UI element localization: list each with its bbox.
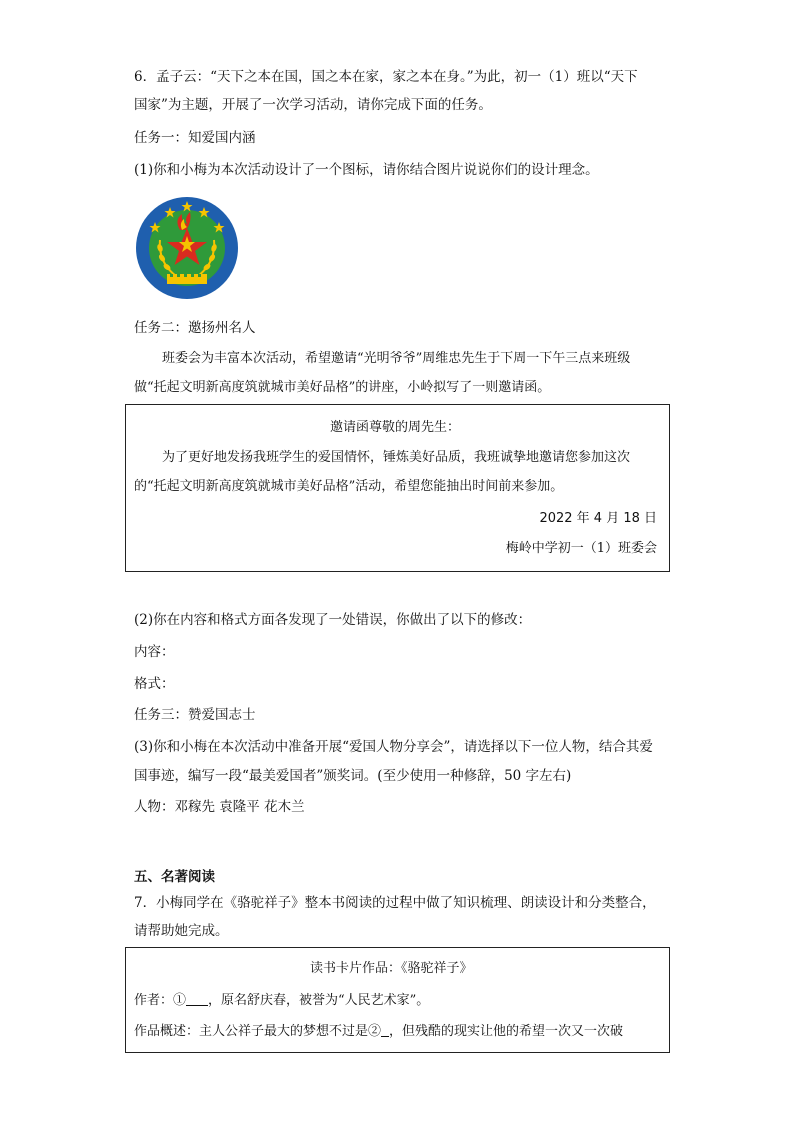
task3-title: 任务三：赞爱国志士 (134, 707, 256, 723)
blank-1 (186, 991, 208, 1006)
card-title: 读书卡片作品：《骆驼祥子》 (310, 961, 473, 976)
q2-format-label: 格式： (134, 676, 175, 692)
section-5-title: 五、名著阅读 (134, 869, 215, 885)
letter-date: 2022 年 4 月 18 日 (539, 511, 657, 526)
letter-signature: 梅岭中学初一（1）班委会 (505, 541, 657, 556)
card-author-prefix: 作者：① (134, 993, 187, 1008)
q3-people: 人物：邓稼先 袁隆平 花木兰 (134, 799, 305, 815)
q6-line-1: 6．孟子云：“天下之本在国，国之本在家，家之本在身。”为此，初一（1）班以“天下 (134, 69, 638, 85)
card-summary-suffix: ，但残酷的现实让他的希望一次又一次破 (389, 1024, 624, 1039)
invitation-letter-box (125, 404, 670, 572)
card-summary (134, 1022, 623, 1042)
q3-line-1: (3)你和小梅在本次活动中准备开展“爱国人物分享会”，请选择以下一位人物，结合其爱 (134, 739, 653, 755)
q7-line-1: 7．小梅同学在《骆驼祥子》整本书阅读的过程中做了知识梳理、朗读设计和分类整合， (134, 895, 656, 911)
q2-content-label: 内容： (134, 644, 175, 660)
task1-question: (1)你和小梅为本次活动设计了一个图标，请你结合图片说说你们的设计理念。 (134, 162, 599, 178)
task1-title: 任务一：知爱国内涵 (134, 130, 256, 146)
q6-line-2: 国家”为主题，开展了一次学习活动，请你完成下面的任务。 (134, 97, 492, 113)
letter-body-1: 为了更好地发扬我班学生的爱国情怀，锤炼美好品质，我班诚挚地邀请您参加这次 (162, 450, 631, 465)
card-author-suffix: ，原名舒庆春，被誉为“人民艺术家”。 (208, 993, 430, 1008)
task2-text-2: 做“托起文明新高度筑就城市美好品格”的讲座，小岭拟写了一则邀请函。 (134, 380, 551, 395)
letter-body-2: 的“托起文明新高度筑就城市美好品格”活动，希望您能抽出时间前来参加。 (134, 479, 564, 494)
q2-prompt: (2)你在内容和格式方面各发现了一处错误，你做出了以下的修改： (134, 612, 532, 628)
q7-line-2: 请帮助她完成。 (134, 923, 229, 939)
letter-heading: 邀请函尊敬的周先生： (330, 420, 461, 435)
reading-card-box (125, 947, 670, 1053)
blank-2 (381, 1022, 389, 1037)
card-summary-prefix: 作品概述：主人公祥子最大的梦想不过是② (134, 1024, 382, 1039)
task2-text-1: 班委会为丰富本次活动，希望邀请“光明爷爷”周维忠先生于下周一下午三点来班级 (162, 351, 631, 366)
card-author (134, 991, 429, 1011)
q3-line-2: 国事迹，编写一段“最美爱国者”颁奖词。(至少使用一种修辞，50 字左右) (134, 768, 572, 784)
task2-title: 任务二：邀扬州名人 (134, 320, 256, 336)
class-emblem-image (134, 190, 240, 306)
